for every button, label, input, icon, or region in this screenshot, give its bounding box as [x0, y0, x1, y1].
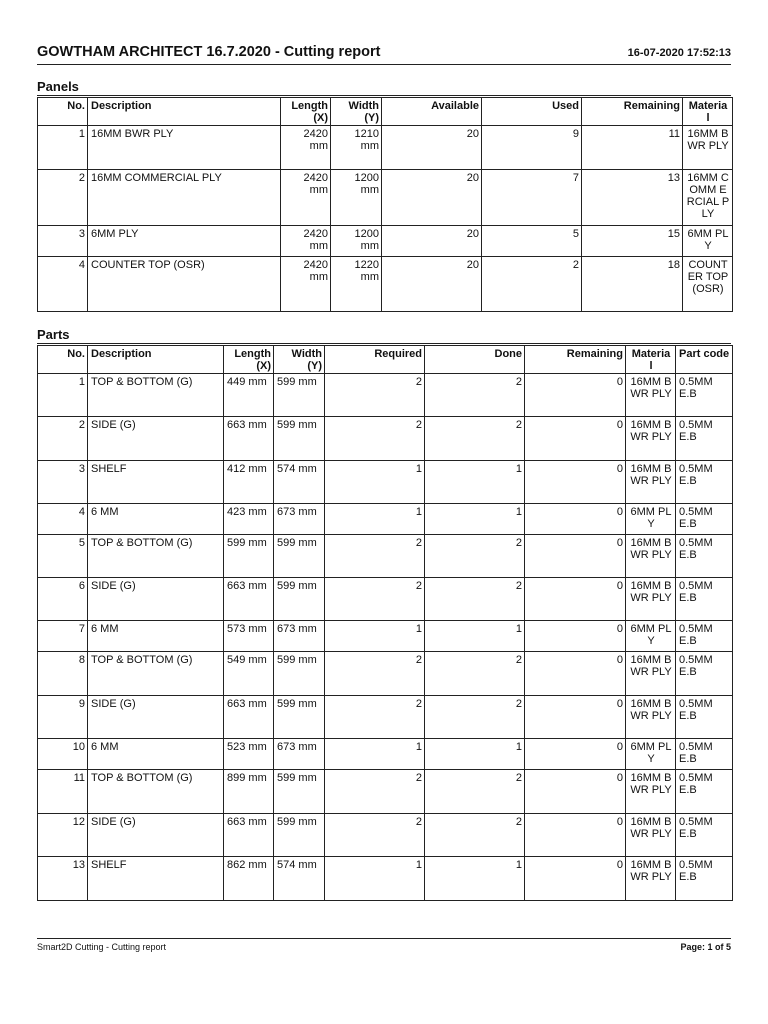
cell-no: 13: [38, 857, 88, 901]
cell-length: 899 mm: [224, 770, 274, 814]
cell-description: SIDE (G): [88, 578, 224, 621]
table-row: [38, 578, 733, 621]
table-row: [38, 770, 733, 814]
cell-part-code: 0.5MM E.B: [676, 857, 733, 901]
col-header-material: Materia l: [683, 98, 733, 126]
cell-no: 7: [38, 621, 88, 652]
cell-description: SHELF: [88, 857, 224, 901]
table-row: [38, 696, 733, 739]
cell-used: 7: [482, 170, 582, 226]
cell-required: 2: [325, 374, 425, 417]
cell-length: 663 mm: [224, 417, 274, 461]
cell-done: 2: [425, 696, 525, 739]
cell-width: 599 mm: [274, 814, 325, 857]
cell-remaining: 13: [582, 170, 683, 226]
cell-part-code: 0.5MM E.B: [676, 578, 733, 621]
cell-description: 16MM COMMERCIAL PLY: [88, 170, 281, 226]
cell-required: 1: [325, 621, 425, 652]
cell-done: 2: [425, 535, 525, 578]
cell-remaining: 0: [525, 417, 626, 461]
cell-remaining: 0: [525, 652, 626, 696]
cell-done: 1: [425, 504, 525, 535]
cell-width: 599 mm: [274, 374, 325, 417]
cell-no: 12: [38, 814, 88, 857]
cell-used: 9: [482, 126, 582, 170]
cell-description: SIDE (G): [88, 417, 224, 461]
cell-width: 1200 mm: [331, 226, 382, 257]
table-row: [38, 126, 733, 170]
cell-remaining: 0: [525, 696, 626, 739]
cell-required: 2: [325, 535, 425, 578]
panels-section-title: Panels: [37, 79, 731, 96]
cell-no: 8: [38, 652, 88, 696]
col-header-remaining: Remaining: [525, 346, 626, 374]
cell-part-code: 0.5MM E.B: [676, 770, 733, 814]
cell-part-code: 0.5MM E.B: [676, 814, 733, 857]
cell-remaining: 0: [525, 857, 626, 901]
cell-done: 2: [425, 770, 525, 814]
cell-required: 2: [325, 770, 425, 814]
parts-body: [38, 374, 733, 901]
cell-description: 6 MM: [88, 621, 224, 652]
col-header-required: Required: [325, 346, 425, 374]
cell-width: 599 mm: [274, 770, 325, 814]
col-header-remaining: Remaining: [582, 98, 683, 126]
cell-material: 16MM BWR PLY: [626, 535, 676, 578]
table-row: [38, 417, 733, 461]
cell-width: 673 mm: [274, 621, 325, 652]
panels-body: [38, 126, 733, 312]
cell-no: 2: [38, 170, 88, 226]
cell-width: 1200 mm: [331, 170, 382, 226]
cell-description: TOP & BOTTOM (G): [88, 652, 224, 696]
cell-material: 16MM BWR PLY: [626, 374, 676, 417]
cell-material: 16MM BWR PLY: [683, 126, 733, 170]
cell-length: 2420 mm: [281, 257, 331, 312]
cell-material: 6MM PLY: [626, 621, 676, 652]
footer-app-name: Smart2D Cutting - Cutting report: [37, 942, 167, 952]
cell-part-code: 0.5MM E.B: [676, 504, 733, 535]
table-row: [38, 170, 733, 226]
cell-description: 6 MM: [88, 739, 224, 770]
table-row: [38, 374, 733, 417]
table-row: [38, 621, 733, 652]
table-row: [38, 857, 733, 901]
table-row: [38, 652, 733, 696]
panels-table: [37, 97, 733, 312]
cell-remaining: 0: [525, 374, 626, 417]
cell-material: 6MM PLY: [683, 226, 733, 257]
cell-done: 1: [425, 857, 525, 901]
cell-remaining: 0: [525, 578, 626, 621]
cell-width: 673 mm: [274, 504, 325, 535]
report-title: GOWTHAM ARCHITECT 16.7.2020 - Cutting report: [37, 44, 381, 60]
col-header-description: Description: [88, 346, 224, 374]
cell-material: 6MM PLY: [626, 504, 676, 535]
cell-no: 3: [38, 461, 88, 504]
cell-part-code: 0.5MM E.B: [676, 739, 733, 770]
col-header-part-code: Part code: [676, 346, 733, 374]
cell-material: 6MM PLY: [626, 739, 676, 770]
col-header-done: Done: [425, 346, 525, 374]
cell-description: TOP & BOTTOM (G): [88, 535, 224, 578]
table-row: [38, 226, 733, 257]
cell-description: SHELF: [88, 461, 224, 504]
cell-width: 599 mm: [274, 578, 325, 621]
cell-material: COUNT ER TOP (OSR): [683, 257, 733, 312]
parts-table: [37, 345, 733, 901]
cell-done: 2: [425, 652, 525, 696]
cell-width: 574 mm: [274, 461, 325, 504]
col-header-description: Description: [88, 98, 281, 126]
cell-length: 412 mm: [224, 461, 274, 504]
cell-part-code: 0.5MM E.B: [676, 374, 733, 417]
parts-header-row: [38, 346, 733, 374]
cell-description: 6MM PLY: [88, 226, 281, 257]
cell-required: 1: [325, 504, 425, 535]
cell-material: 16MM BWR PLY: [626, 578, 676, 621]
cell-done: 2: [425, 814, 525, 857]
cell-remaining: 15: [582, 226, 683, 257]
cell-width: 599 mm: [274, 417, 325, 461]
cell-length: 2420 mm: [281, 126, 331, 170]
cell-part-code: 0.5MM E.B: [676, 535, 733, 578]
cell-required: 1: [325, 857, 425, 901]
cell-no: 3: [38, 226, 88, 257]
cell-part-code: 0.5MM E.B: [676, 621, 733, 652]
col-header-length: Length (X): [224, 346, 274, 374]
cell-required: 2: [325, 652, 425, 696]
cell-length: 2420 mm: [281, 170, 331, 226]
cell-length: 663 mm: [224, 578, 274, 621]
cell-material: 16MM BWR PLY: [626, 461, 676, 504]
cell-used: 2: [482, 257, 582, 312]
table-row: [38, 257, 733, 312]
footer-page-number: Page: 1 of 5: [680, 942, 731, 952]
cell-description: 6 MM: [88, 504, 224, 535]
cell-done: 1: [425, 739, 525, 770]
cell-required: 1: [325, 739, 425, 770]
cell-no: 2: [38, 417, 88, 461]
cell-length: 862 mm: [224, 857, 274, 901]
cell-width: 673 mm: [274, 739, 325, 770]
cell-material: 16MM BWR PLY: [626, 857, 676, 901]
cell-no: 4: [38, 504, 88, 535]
cell-available: 20: [382, 126, 482, 170]
cell-remaining: 18: [582, 257, 683, 312]
cell-remaining: 0: [525, 739, 626, 770]
cell-available: 20: [382, 170, 482, 226]
col-header-available: Available: [382, 98, 482, 126]
cell-no: 1: [38, 374, 88, 417]
cell-part-code: 0.5MM E.B: [676, 417, 733, 461]
cell-done: 1: [425, 621, 525, 652]
cell-done: 2: [425, 578, 525, 621]
cell-required: 2: [325, 696, 425, 739]
table-row: [38, 461, 733, 504]
cell-width: 599 mm: [274, 696, 325, 739]
cell-width: 599 mm: [274, 535, 325, 578]
cell-material: 16MM BWR PLY: [626, 417, 676, 461]
cell-width: 599 mm: [274, 652, 325, 696]
col-header-no: No.: [38, 98, 88, 126]
cell-remaining: 11: [582, 126, 683, 170]
cell-material: 16MM COMM ERCIAL PLY: [683, 170, 733, 226]
cell-description: TOP & BOTTOM (G): [88, 374, 224, 417]
cell-available: 20: [382, 257, 482, 312]
cell-width: 1210 mm: [331, 126, 382, 170]
cell-length: 423 mm: [224, 504, 274, 535]
cell-done: 1: [425, 461, 525, 504]
col-header-length: Length (X): [281, 98, 331, 126]
cell-material: 16MM BWR PLY: [626, 770, 676, 814]
cell-used: 5: [482, 226, 582, 257]
table-row: [38, 535, 733, 578]
cell-material: 16MM BWR PLY: [626, 814, 676, 857]
cell-remaining: 0: [525, 535, 626, 578]
cell-no: 5: [38, 535, 88, 578]
cell-no: 9: [38, 696, 88, 739]
cell-remaining: 0: [525, 770, 626, 814]
cell-no: 10: [38, 739, 88, 770]
table-row: [38, 739, 733, 770]
table-row: [38, 814, 733, 857]
cell-no: 4: [38, 257, 88, 312]
cell-width: 574 mm: [274, 857, 325, 901]
panels-header-row: [38, 98, 733, 126]
cell-required: 2: [325, 814, 425, 857]
cell-width: 1220 mm: [331, 257, 382, 312]
cell-remaining: 0: [525, 814, 626, 857]
cell-required: 2: [325, 578, 425, 621]
cell-remaining: 0: [525, 621, 626, 652]
cell-length: 2420 mm: [281, 226, 331, 257]
cell-length: 663 mm: [224, 696, 274, 739]
col-header-material: Materia l: [626, 346, 676, 374]
cell-length: 523 mm: [224, 739, 274, 770]
report-datetime: 16-07-2020 17:52:13: [627, 47, 731, 59]
col-header-used: Used: [482, 98, 582, 126]
cell-material: 16MM BWR PLY: [626, 652, 676, 696]
cell-required: 2: [325, 417, 425, 461]
cell-no: 1: [38, 126, 88, 170]
cell-available: 20: [382, 226, 482, 257]
col-header-width: Width (Y): [331, 98, 382, 126]
cell-length: 599 mm: [224, 535, 274, 578]
cell-part-code: 0.5MM E.B: [676, 696, 733, 739]
cell-length: 549 mm: [224, 652, 274, 696]
cell-description: COUNTER TOP (OSR): [88, 257, 281, 312]
cell-length: 573 mm: [224, 621, 274, 652]
col-header-no: No.: [38, 346, 88, 374]
cell-done: 2: [425, 417, 525, 461]
cell-part-code: 0.5MM E.B: [676, 461, 733, 504]
cell-no: 11: [38, 770, 88, 814]
cell-length: 449 mm: [224, 374, 274, 417]
report-header: [37, 44, 731, 65]
cell-material: 16MM BWR PLY: [626, 696, 676, 739]
cell-no: 6: [38, 578, 88, 621]
cell-remaining: 0: [525, 461, 626, 504]
cell-description: SIDE (G): [88, 696, 224, 739]
cell-description: TOP & BOTTOM (G): [88, 770, 224, 814]
report-footer: [37, 938, 731, 952]
cell-part-code: 0.5MM E.B: [676, 652, 733, 696]
cell-done: 2: [425, 374, 525, 417]
cell-description: 16MM BWR PLY: [88, 126, 281, 170]
cell-description: SIDE (G): [88, 814, 224, 857]
parts-section-title: Parts: [37, 327, 731, 344]
col-header-width: Width (Y): [274, 346, 325, 374]
cell-length: 663 mm: [224, 814, 274, 857]
cell-required: 1: [325, 461, 425, 504]
table-row: [38, 504, 733, 535]
cell-remaining: 0: [525, 504, 626, 535]
